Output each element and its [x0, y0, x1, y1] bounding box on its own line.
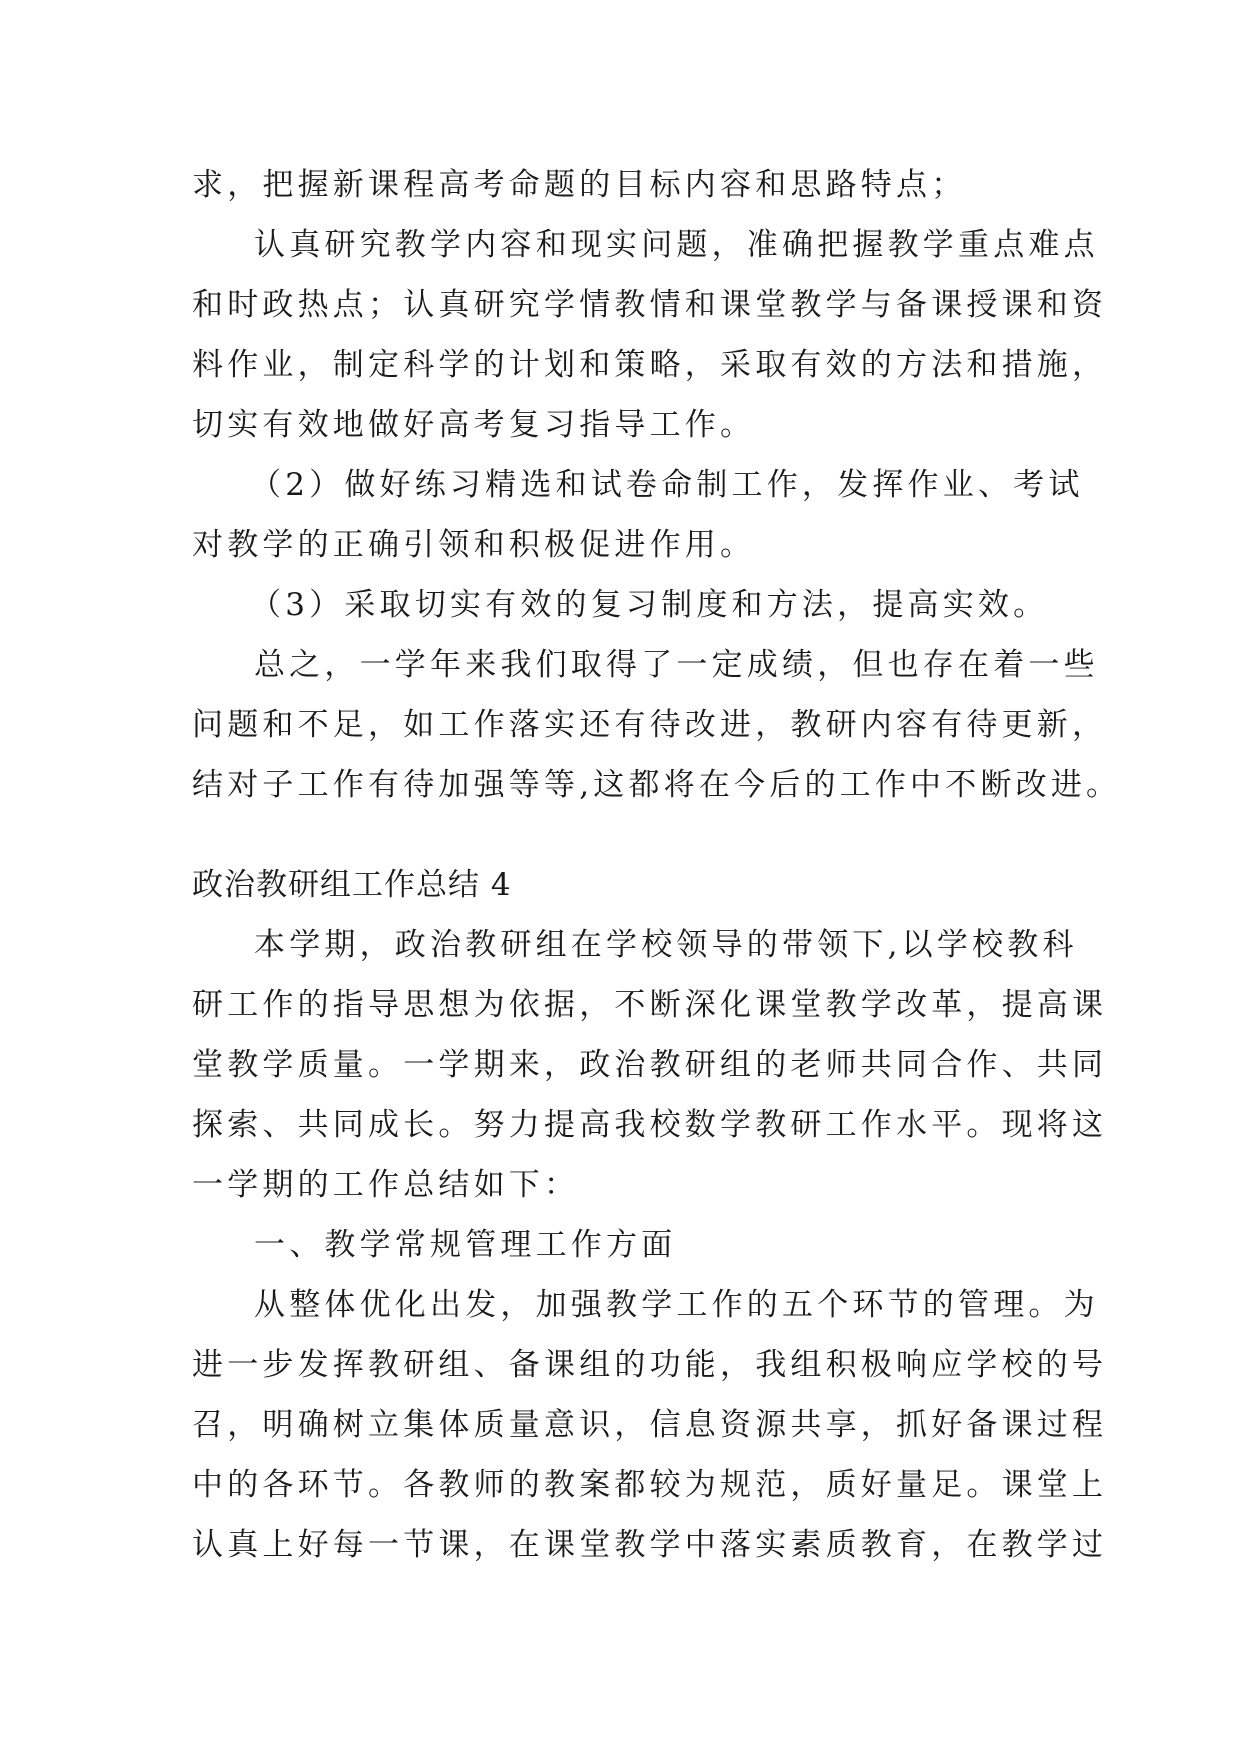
text-line: 料作业，制定科学的计划和策略，采取有效的方法和措施，: [192, 347, 1108, 383]
text-line: 探索、共同成长。努力提高我校数学教研工作水平。现将这: [192, 1107, 1108, 1143]
text-line: 中的各环节。各教师的教案都较为规范，质好量足。课堂上: [192, 1467, 1108, 1503]
text-line: 召，明确树立集体质量意识，信息资源共享，抓好备课过程: [192, 1407, 1108, 1443]
subheading: 一、教学常规管理工作方面: [254, 1227, 677, 1263]
text-line: 求，把握新课程高考命题的目标内容和思路特点；: [192, 167, 967, 203]
text-line: 认真研究教学内容和现实问题，准确把握教学重点难点: [254, 227, 1099, 263]
text-line: 进一步发挥教研组、备课组的功能，我组积极响应学校的号: [192, 1347, 1108, 1383]
text-line: 问题和不足，如工作落实还有待改进，教研内容有待更新，: [192, 707, 1108, 743]
text-line: 认真上好每一节课，在课堂教学中落实素质教育，在教学过: [192, 1527, 1108, 1563]
text-line: 结对子工作有待加强等等,这都将在今后的工作中不断改进。: [192, 767, 1122, 803]
section-heading: 政治教研组工作总结 4: [192, 867, 512, 903]
text-line: 本学期，政治教研组在学校领导的带领下,以学校教科: [254, 927, 1078, 963]
text-line: （2）做好练习精选和试卷命制工作，发挥作业、考试: [250, 467, 1084, 503]
text-line: 和时政热点；认真研究学情教情和课堂教学与备课授课和资: [192, 287, 1108, 323]
text-line: 总之，一学年来我们取得了一定成绩，但也存在着一些: [254, 647, 1099, 683]
text-line: 对教学的正确引领和积极促进作用。: [192, 527, 756, 563]
text-line: 切实有效地做好高考复习指导工作。: [192, 407, 756, 443]
text-line: 堂教学质量。一学期来，政治教研组的老师共同合作、共同: [192, 1047, 1108, 1083]
text-line: 从整体优化出发，加强教学工作的五个环节的管理。为: [254, 1287, 1099, 1323]
text-line: （3）采取切实有效的复习制度和方法，提高实效。: [250, 587, 1049, 623]
text-line: 研工作的指导思想为依据，不断深化课堂教学改革，提高课: [192, 987, 1108, 1023]
text-line: 一学期的工作总结如下：: [192, 1167, 580, 1203]
